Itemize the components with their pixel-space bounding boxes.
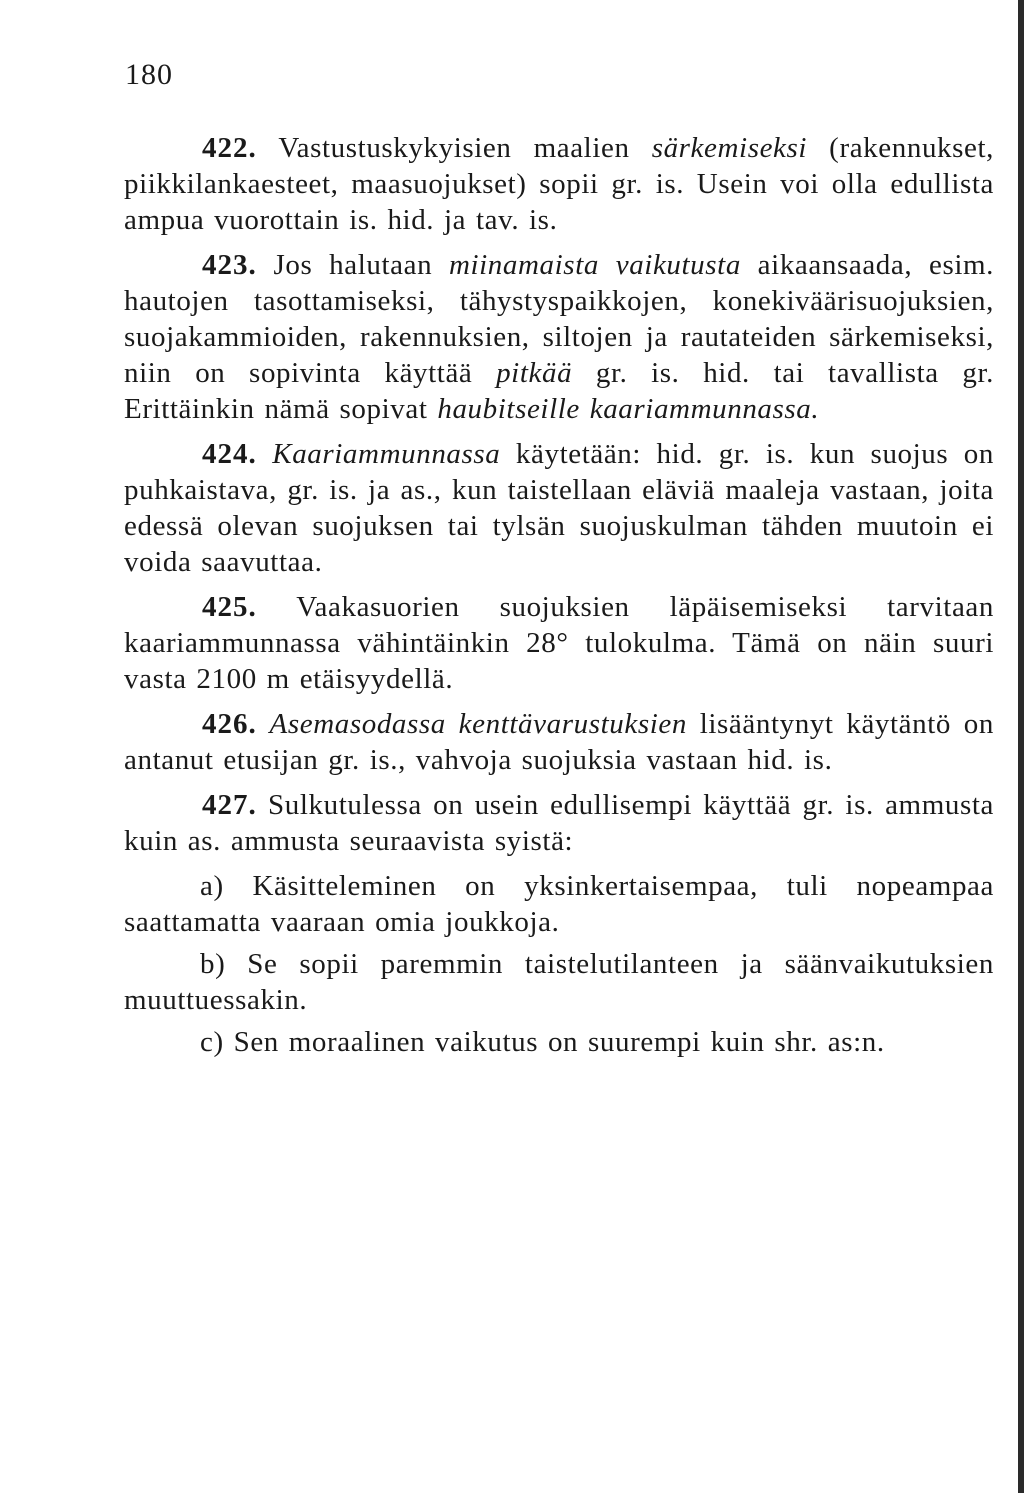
list-item-c bbox=[124, 1024, 994, 1060]
paragraph-423 bbox=[124, 247, 994, 427]
segment: gr. is. hid. tai tavallista gr. Erittäinkin nämä sopivat bbox=[124, 357, 994, 425]
section-number: 423. bbox=[202, 249, 257, 281]
segment bbox=[257, 708, 270, 740]
segment: lisääntynyt käytäntö on antanut etusijan gr. is., vahvoja suojuksia vastaan hid. is. bbox=[124, 708, 994, 776]
segment: Vaakasuorien suojuksien läpäisemiseksi tarvitaan kaariammunnassa vähintäinkin 28° tulokulma. Tämä on näin suuri vasta 2100 m etäisyydellä. bbox=[124, 591, 994, 695]
page-edge bbox=[1018, 0, 1024, 1493]
section-number: 422. bbox=[202, 132, 257, 164]
list-item-b bbox=[124, 946, 994, 1018]
list-item-text: Se sopii paremmin taistelutilanteen ja säänvaikutuksien muuttuessakin. bbox=[124, 948, 994, 1016]
segment bbox=[257, 438, 273, 470]
italic-segment: Asemasodassa kenttävarustuksien bbox=[269, 708, 687, 740]
italic-segment: pitkää bbox=[496, 357, 573, 389]
list-item-text: Käsitteleminen on yksinkertaisempaa, tuli nopeampaa saattamatta vaaraan omia joukkoja. bbox=[124, 870, 994, 938]
section-number: 424. bbox=[202, 438, 257, 470]
paragraph-424 bbox=[124, 436, 994, 580]
paragraph-426 bbox=[124, 706, 994, 778]
list-marker: b) bbox=[200, 948, 226, 980]
paragraph-422 bbox=[124, 130, 994, 238]
italic-segment: särkemiseksi bbox=[651, 132, 808, 164]
section-number: 427. bbox=[202, 789, 257, 821]
page-number: 180 bbox=[125, 58, 173, 91]
list-marker: a) bbox=[200, 870, 224, 902]
list-marker: c) bbox=[200, 1026, 224, 1058]
segment: Vastustuskykyisien maalien bbox=[256, 132, 652, 164]
segment: (rakennukset, piikkilankaesteet, maasuojukset) sopii gr. is. Usein voi olla edullista ampua vuorottain is. hid. ja tav. is. bbox=[124, 132, 995, 236]
italic-segment: Kaariammunnassa bbox=[272, 438, 501, 470]
segment: käytetään: hid. gr. is. kun suojus on puhkaistava, gr. is. ja as., kun taistellaan eläviä maaleja vastaan, joita edessä olevan suojuksen tai tylsän suojuskulman tähden muutoin ei voida saavuttaa. bbox=[124, 438, 994, 578]
segment: aikaansaada, esim. hautojen tasottamiseksi, tähystyspaikkojen, konekiväärisuojuksien, suojakammioiden, rakennuksien, siltojen ja rautateiden särkemiseksi, niin on sopivinta käyttää bbox=[124, 249, 994, 389]
paragraph-425 bbox=[124, 589, 994, 697]
italic-segment: haubitseille kaariammunnassa. bbox=[437, 393, 820, 425]
list-item-a bbox=[124, 868, 994, 940]
segment: Sulkutulessa on usein edullisempi käyttää gr. is. ammusta kuin as. ammusta seuraavista syistä: bbox=[124, 789, 994, 857]
italic-segment: miinamaista vaikutusta bbox=[448, 249, 741, 281]
list-item-text: Sen moraalinen vaikutus on suurempi kuin shr. as:n. bbox=[233, 1026, 885, 1058]
section-number: 426. bbox=[202, 708, 257, 740]
body-text bbox=[124, 130, 994, 1066]
paragraph-427 bbox=[124, 787, 994, 859]
segment: Jos halutaan bbox=[256, 249, 449, 281]
section-number: 425. bbox=[202, 591, 257, 623]
